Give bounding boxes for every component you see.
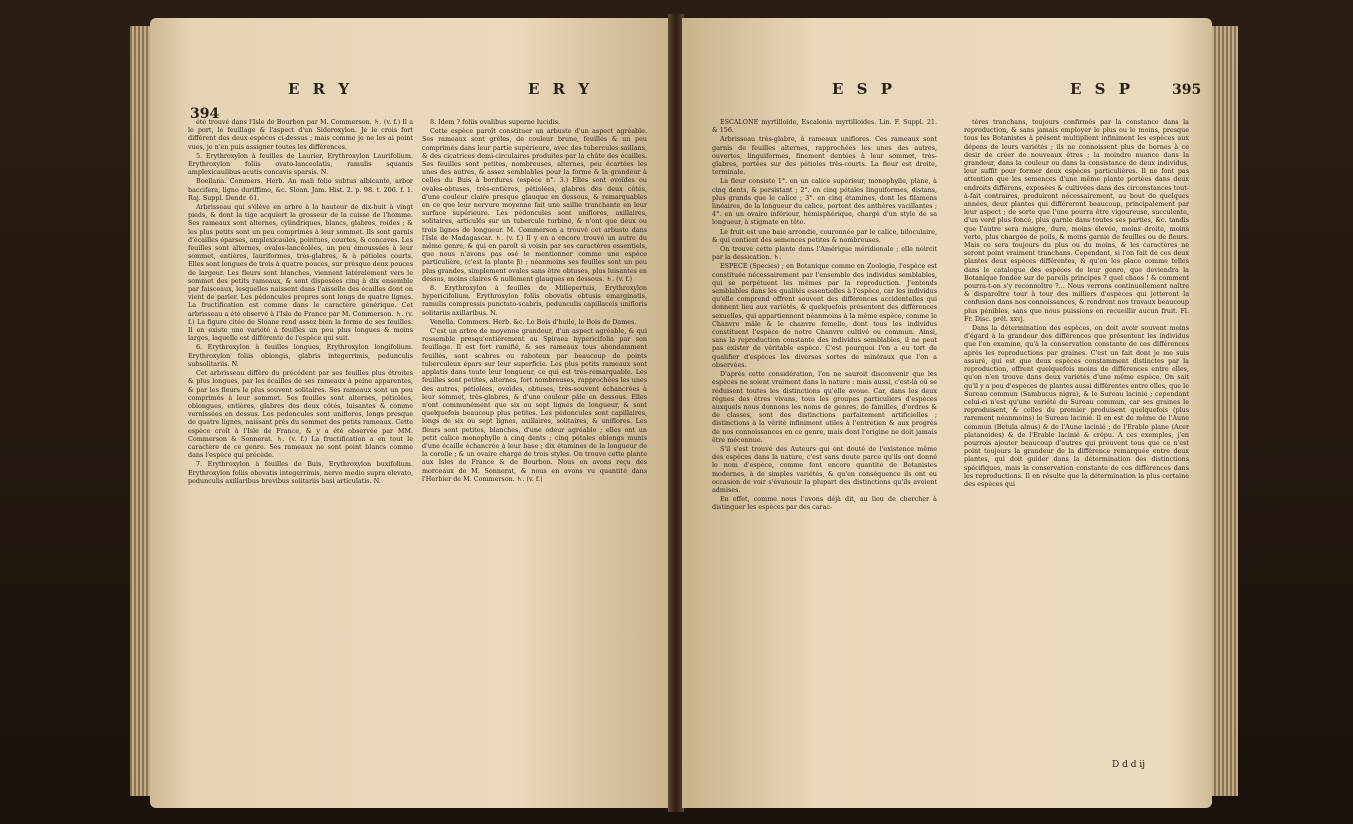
paragraph: La fleur consiste 1°. en un calice supérieur, monophylle, plane, à cinq dents, & persistant ; 2°. en cinq pétales linguiformes, distans, plus grands que le calice ; 3°. en cinq étamines, dont les filamens linéaires, de la longueur du calice, portent des anthères vacillantes ; 4°. en un ovaire inférieur, hémisphérique, chargé d'un style de sa longueur, à stigmate en tête. [712,177,937,227]
paragraph: 8. Erythroxylon à feuilles de Millepertuis, Erythroxylon hypericifolium. Erythroxylon foliis obovatis obtusis emarginatis, ramulis compressis punctato-scabris, pedunculis capillaceis unifloris solitariis axillaribus. N. [422,284,647,317]
left-page [150,18,670,808]
right-header: E S P [1070,80,1134,98]
left-header: E R Y [288,80,354,98]
left-page-number: 394 [190,106,220,122]
right-header-left: E S P [832,80,896,98]
left-page-edges [130,26,152,796]
right-page-edges [1212,26,1238,796]
paragraph: ESCALONE myrtilloïde, Escalonia myrtilloides. Lin. F. Suppl. 21. & 156. [712,118,937,135]
right-page [682,18,1212,808]
paragraph: ESPECE (Species) ; en Botanique comme en Zoologie, l'espèce est constituée nécessairement par l'ensemble des individus semblables, qui se perpétuent les mêmes par la reproduction. J'entends semblables dans les qualités essentielles à l'espèce, car les individus qu'elle comprend offrent souvent des différences accidentelles qui donnent lieu aux variétés, & quelquefois présentent des différences sexuelles, qui appartiennent néanmoins à la même espèce, comme le Chanvre mâle & le chanvre femelle, dont tous les individus constituent l'espèce de notre Chanvre cultivé ou commun. Ainsi, sans la reproduction constante des individus semblables, il ne peut pas exister de véritable espèce. C'est pourquoi l'on a eu tort de qualifier d'espèces les diverses sortes de minéraux que l'on a observées. [712,262,937,369]
paragraph: Arbrisseau très-glabre, à rameaux uniflores. Ces rameaux sont garnis de feuilles alternes, rapprochées les unes des autres, ouvertes, linguiformes, finement dentées à leur sommet, très-glabres, portées sur des pétioles très-courts. La fleur est droite, terminale. [712,135,937,177]
left-column-2 [422,118,647,703]
paragraph: 6. Erythroxylon à feuilles longues, Erythroxylon longifolium. Erythroxylon foliis oblongis, glabris integerrimis, pedunculis subsolitariis. N. [188,343,413,368]
paragraph: Boellana. Commers. Herb. An mali folio subtus albicante, arbor baccifera, ligno duriffimo, &c. Sloan. Jam. Hist. 2. p. 98. t. 206. f. 1. Raj. Suppl. Dendr. 61. [188,177,413,202]
left-header-right: E R Y [528,80,594,98]
paragraph: tères tranchans, toujours confirmés par la constance dans la reproduction, & sans jamais employer le plus ou le moins, presque tous les Botanistes à présent multiplient infiniment les espèces aux dépens de leurs variétés ; ils ne connoissent plus de bornes à ce desir de créer de nouveaux êtres ; la moindre nuance dans la grandeur, dans la couleur ou dans la consistance de deux individus, leur suffit pour former deux espèces particulières. Il ne font pas attention que les semences d'une même plante portées dans deux endroits différens, exposées & cultivées dans des circonstances tout-à-fait contraires, produiront nécessairement, au bout de quelques années, deux plantes qui différeront beaucoup, principalement par leur aspect ; de sorte que l'une pourra être vigoureuse, succulente, d'un verd plus foncé, plus garnie dans toutes ses parties, &c. tandis que l'autre sera maigre, dure, moins élevée, moins droite, moins verte, plus chargée de poils, & moins garnie de feuilles ou de fleurs. Mais ce sera toujours du plus ou du moins, & les caractères ne seront point vraiment tranchans. Cependant, si l'on fait de ces deux plantes deux espèces différentes, & qu'on les place comme telles dans le catalogue des espèces de leur genre, que deviendra la Botanique fondée sur de pareils principes ? quel chaos ! & comment pourra-t-on s'y reconnoître ?... Nous verrons continuellement naître & disparoître tour à tour des milliers d'espèces qui jetteront la confusion dans nos connoissances, & rendront nos travaux beaucoup plus pénibles, sans que nous puissions en recueillir aucun fruit. Fl. Fr. Disc. prél. xxvj. [964,118,1189,323]
signature-mark: D d d ij [1112,760,1145,770]
right-page-number: 395 [1172,82,1202,98]
paragraph: 5. Erythroxylon à feuilles de Laurier, Erythroxylon Laurifolium. Erythroxylon foliis ovato-lanceolatis, ramulis squamis amplexicaulibus acutis concavis sparsis. N. [188,151,413,177]
paragraph: 7. Erythroxylon à feuilles de Buis, Erythroxylon buxifolium. Erythroxylon foliis obovatis integerrimis, nervo medio supra elevato, pedunculis axillaribus brevibus solitariis basi articulatis. N. [188,460,413,485]
paragraph: Dans la détermination des espèces, on doit avoir souvent moins d'égard à la grandeur des différences que présentent les individus que l'on examine, qu'à la conservation constante de ces différences après les reproductions par graines. C'est un fait dont je me suis assuré, qui est que deux espèces constamment distinctes par la reproduction, offrent quelquefois moins de différences entre elles, qu'on n'en trouve dans deux variétés d'une même espèce. On sait qu'il y a peu d'espèces de plantes aussi différentes entre elles, que le Sureau commun (Sambucus nigra), & le Sureau lacinié ; cependant celui-ci n'est qu'une variété du Sureau commun, car ses graines le reproduisent, & celles du premier produisent quelquefois (plus rarement néanmoins) le Sureau lacinié. Il en est de même de l'Aune commun (Betula alnus) & de l'Aune lacinié ; de l'Erable plane (Acer platanoides) & de l'Erable lacinié & crêpu. A ces exemples, j'en pourrois ajouter beaucoup d'autres qui prouvent tous que ce n'est point toujours la grandeur de la différence remarquée entre deux plantes, qui doit guider dans la détermination des distinctions spécifiques, mais la conservation constante de ces différences dans les reproductions. Il en résulte que la détermination la plus certaine des espèces qui [964,324,1189,488]
paragraph: été trouvé dans l'Isle de Bourbon par M. Commerson. ♄. (v. f.) Il a le port, le feuillage & l'aspect d'un Sideroxylon. Je le crois fort différent des deux espèces ci-dessus ; mais comme je ne les ai point vues, je n'en puis assigner toutes les différences. [188,118,413,151]
paragraph: D'après cette considération, l'on ne sauroit disconvenir que les espèces ne soient vraiment dans la nature : mais aussi, c'est-là où se réduisent toutes les distinctions qu'elle avoue. Car, dans les deux règnes des êtres vivans, tous les groupes particuliers d'espèces auxquels nous donnons les noms de genres, de familles, d'ordres & de classes, sont des distinctions parfaitement artificielles ; distinctions à la vérité infiniment utiles à l'entretien & aux progrès de nos connoissances en ce genre, mais dont l'origine ne doit jamais être méconnue. [712,370,937,444]
paragraph: Arbrisseau qui s'élève en arbre à la hauteur de dix-huit à vingt pieds, & dont la tige acquiert la grosseur de la cuisse de l'homme. Ses rameaux sont alternes, cylindriques, blancs, glabres, roides ; & les plus petits sont un peu comprimés à leur sommet. Ils sont garnis d'écailles éparses, amplexicaules, pointues, courtes, & concaves. Les feuilles sont alternes, ovales-lancéolées, un peu émoussées à leur sommet, entières, lauriformes, très-glabres, & à pétioles courts. Elles sont longues de trois à quatre pouces, sur presque deux pouces de largeur. Les fleurs sont blanches, viennent latéralement vers le sommet des petits rameaux, & sont disposées cinq à dix ensemble par faisceaux, lesquelles naissent dans l'aisselle des écailles dont on vient de parler. Les pédoncules propres sont longs de quatre lignes. La fructification est comme dans le caractère générique. Cet arbrisseau a été observé à l'Isle de France par M. Commerson. ♄. (v. f.) La figure citée de Sloane rend assez bien la forme de ses feuilles. Il en existe une variété à feuilles un peu plus longues & moins larges, laquelle est différente de l'espèce qui suit. [188,203,413,343]
paragraph: On trouve cette plante dans l'Amérique méridionale ; elle noircit par la dessication. ♄. [712,245,937,262]
paragraph: Venella. Commers. Herb. &c. Le Bois d'huile, le Bois de Dames. [430,317,637,326]
paragraph: 8. Idem ? foliis ovalibus superne lucidis. [430,118,561,126]
paragraph: Cet arbrisseau diffère du précédent par ses feuilles plus étroites & plus longues, par les écailles de ses rameaux à peine apparentes, & par les fleurs le plus souvent solitaires. Ses rameaux sont un peu comprimés à leur sommet. Ses feuilles sont alternes, pétiolées, oblongues, entières, glabres des deux côtés, luisantes & comme vernissées en dessus. Les pédoncules sont uniflores, longs presque de quatre lignes, naissant près du sommet des petits rameaux. Cette espèce croît à l'Isle de France, & y a été observée par MM. Commerson & Sonnerat. ♄. (v. f.) La fructification a en tout le caractère de ce genre. Ses rameaux ne sont point blancs comme dans l'espèce qui précède. [188,369,413,460]
paragraph: Cette espèce paroît constituer un arbuste d'un aspect agréable. Ses rameaux sont grêles, de couleur brune, feuillés & un peu comprimés dans leur partie supérieure, avec des tubercules saillans, & des cicatrices demi-circulaires produites par la chûte des écailles. Ses feuilles sont petites, nombreuses, alternes, peu écartées les unes des autres, & assez semblables pour la forme & la grandeur à celles du Buis à bordures (espèce n°. 3.) Elles sont ovoïdes ou ovales-obtuses, très-entières, pétiolées, glabres des deux côtés, d'une couleur claire presque glauque en dessous, & remarquables en ce que leur nervure moyenne fait une saillie tranchante en leur surface supérieure. Les pédoncules sont uniflores, axillaires, solitaires, articulés sur un tubercule turbiné, & n'ont que deux ou trois lignes de longueur. M. Commerson a trouvé cet arbuste dans l'Isle de Madagascar. ♄. (v. f.) Il y en a encore trouvé un autre du même genre, & qui en paroît si voisin par ses caractères essentiels, que nous n'avons pas osé le mentionner comme une espèce particulière, (c'est la plante β) ; néanmoins ses feuilles sont un peu plus grandes, simplement ovales sans être obtuses, plus luisantes en dessus, moins claires & nullement glauques en dessous. ♄. (v. f.) [422,127,647,283]
paragraph: En effet, comme nous l'avons déjà dit, au lieu de chercher à distinguer les espèces par des carac- [712,495,937,512]
paragraph: C'est un arbre de moyenne grandeur, d'un aspect agréable, & qui ressemble presqu'entièrement au Spiraea hypericifolia par son feuillage. Il est fort ramifié, & ses rameaux tous abondamment feuillés, sont scabres ou raboteux par beaucoup de points tuberculeux épars sur leur superficie. Les plus petits rameaux sont applatis dans toute leur longueur, ce qui est très-remarquable. Les feuilles sont petites, alternes, fort nombreuses, rapprochées les unes des autres, pétiolées, ovoïdes, obtuses, très-souvent échancrées à leur sommet, très-glabres, & d'une couleur pâle en dessous. Elles n'ont communément que six ou sept lignes de longueur, & sont quelquefois beaucoup plus petites. Les pédoncules sont capillaires, longs de six ou sept lignes, axillaires, solitaires, & uniflores. Les fleurs sont petites, blanches, d'une odeur agréable ; elles ont un petit calice monophylle à cinq dents ; cinq pétales oblongs munis d'une écaille échancrée à leur base ; dix étamines de la longueur de la corolle ; & un ovaire chargé de trois styles. On trouve cette plante aux Isles de France & de Bourbon. Nous en avons reçu des morceaux de M. Sonnerat, & nous en avons vu quantité dans l'Herbier de M. Commerson. ♄. (v. f.) [422,327,647,483]
paragraph: S'il s'est trouvé des Auteurs qui ont douté de l'existence même des espèces dans la nature, c'est sans doute parce qu'ils ont donné le nom d'espèce, comme font encore quantité de Botanistes modernes, à de simples variétés, & qu'en conséquence ils ont eu occasion de voir s'évanouir la plupart des distinctions qu'ils avoient admises. [712,444,937,494]
right-column-1 [712,118,937,703]
right-column-2 [964,118,1189,703]
paragraph: Le fruit est une baie arrondie, couronnée par le calice, biloculaire, & qui contient des semences petites & nombreuses. [712,227,937,244]
left-column-1 [188,118,413,703]
